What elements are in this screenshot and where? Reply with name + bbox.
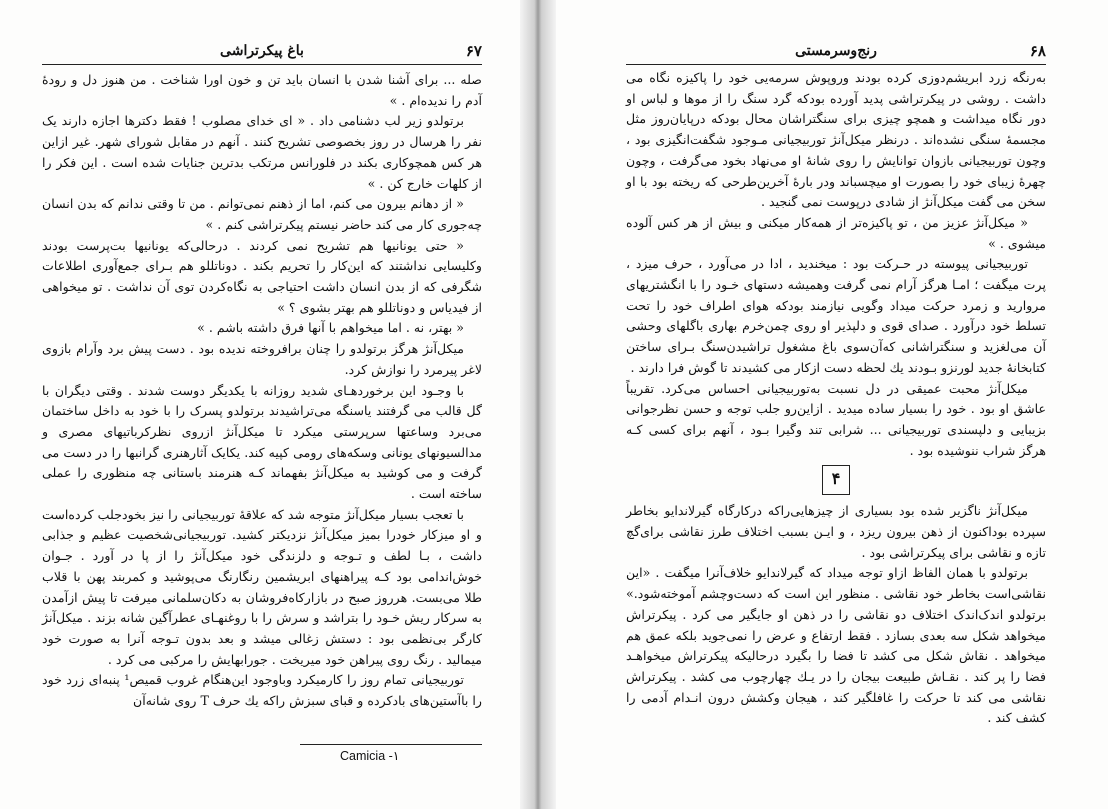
paragraph: « بهتر، نه . اما میخواهم با آنها فرق داشته باشم . » bbox=[197, 320, 464, 336]
paragraph: برتولدو با همان الفاظ ازاو توجه میداد که گیرلاندایو خلاف‌آنرا میگفت . «این نقاشی‌است بخاطر خود نقاشی . منظور این است که دست‌وچشم آموخته‌شود.» برتولدو اندک‌اندک اختلاف دو نقاشی را در ذهن او جایگیر می کرد . پیکرتراش میخواهد شکل سه بعدی بسازد . فقط ارتفاع و عرض را نمی‌جوید بلکه عمق هم میخواهد . نقاش شکل می کشد تا فضا را بگیرد درحالیکه پیکرتراش میخواهـد فضا را پر کند . نقـاش طبیعت بیجان را در یـك چهارچوب می کشد . پیکرتراش نقاشی می کند تا حرکت را غافلگیر کند ، هیجان وکشش درون انـدام آدمی را کشف کند . bbox=[626, 565, 1046, 726]
section-number-box: ۴ bbox=[822, 465, 850, 495]
left-page bbox=[0, 0, 520, 809]
paragraph: صله ... برای آشنا شدن با انسان باید تن و خون اورا شناخت . من هنوز دل و رودهٔ آدم را ندیده‌ام . » bbox=[42, 72, 482, 108]
left-page-header bbox=[42, 42, 482, 65]
paragraph: « از دهانم بیرون می کنم، اما از ذهنم نمی‌توانم . من تا وقتی ندانم که بدن انسان چه‌جوری کار می کند حاضر نیستم پیکرتراشی کنم . » bbox=[42, 196, 482, 232]
paragraph: میکل‌آنژ هرگز برتولدو را چنان برافروخته ندیده بود . دست پیش برد وآرام بازوی لاغر پیرمرد را نوازش کرد. bbox=[42, 341, 482, 377]
left-page-number: ۶۷ bbox=[465, 42, 482, 60]
right-page bbox=[556, 0, 1108, 809]
paragraph: با وجـود این برخوردهـای شدید روزانه با یکدیگر دوست شدند . وقتی دیگران با گل قالب می گرفتند یاسنگه می‌تراشیدند برتولدو پسرک را با خود به داخل ساختمان می‌برد وساعتها سرپرستی میکرد تا میکل‌آنژ ازروی نظرکرباتیهای مصری و مدالسیونهای یونانی وسکه‌های رومی کپیه کند. یکایک آثارهنری گرانبها را در دست می گرفت و می کوشید به میکل‌آنژ بفهماند کـه هنرمند باستانی چه منظوری را عملی ساخته است . bbox=[42, 382, 482, 502]
right-page-header bbox=[626, 42, 1046, 65]
paragraph: « میکل‌آنژ عزیز من ، تو پاکیزه‌تر از همه‌کار میکنی و بیش از هر کس آلوده میشوی . » bbox=[626, 214, 1046, 251]
footnote-divider bbox=[300, 744, 482, 745]
right-page-body bbox=[626, 68, 1046, 729]
right-page-title: رنج‌وسرمستی bbox=[795, 43, 877, 59]
left-page-title: باغ پیکرتراشی bbox=[220, 43, 304, 59]
paragraph: میکل‌آنژ ناگزیر شده بود بسیاری از چیزهایی‌راکه درکارگاه گیرلاندایو بخاطر سپرده بوداکنون از ذهن بیرون ریزد ، و ایـن بسبب اختلاف طرز نقاشی برای‌گچ تازه و نقاشی برای پیکرتراشی بود . bbox=[626, 503, 1046, 560]
left-page-body bbox=[42, 70, 482, 712]
paragraph: توربیجیانی پیوسته در حـرکت بود : میخندید ، ادا در می‌آورد ، حرف میزد ، پرت میگفت ؛ امـا هرگز آرام نمی گرفت وهمیشه دستهای خـود را با انگشتریهای مروارید و زمرد حرکت میداد وگویی نیازمند بودکه هوای اطراف خود را تحت تسلط خود درآورد . صدای قوی و دلپذیر او روی چمن‌خرم بهاری باگلهای وحشی آن می‌لغزید و سنگتراشانی که‌آن‌سوی باغ مشغول تراشیدن‌سنگ بـرای ساختن کتابخانهٔ جدید لورنزو بـودند یك لحظه دست ازکار می کشیدند تا گوش فرا دارند . bbox=[626, 256, 1046, 375]
footnote: Camicia -۱ bbox=[340, 749, 400, 763]
paragraph: برتولدو زیر لب دشنامی داد . « ای خدای مصلوب ! فقط دکترها اجازه دارند یک نفر را هرسال در روز بخصوصی تشریح کنند . آنهم در مقابل شورای شهر. غیر ازاین هر کس همچوکاری بکند در فلورانس مرتکب بدترین جنایات شده است . این فکر را از کلهات خارج کن . » bbox=[42, 113, 482, 191]
book-gutter bbox=[520, 0, 556, 809]
paragraph: با تعجب بسیار میکل‌آنژ متوجه شد که علاقهٔ توربیجیانی را نیز بخودجلب کرده‌است و او میزکار خودرا بمیز میکل‌آنژ نزدیکتر کشید. توربیجیانی‌شخصیت عظیم و جذابی داشت ، بـا لطف و تـوجه و دلزندگی خود میکل‌آنژ را از پا در آورد . جـوان خوش‌اندامی بود کـه پیراهنهای ابریشمین رنگارنگ می‌پوشید و کمربند پهن با قلاب طلا می‌بست. هرروز صبح در بازارکاه‌فروشان به دکان‌سلمانی میرفت تا پیش ازآمدن به سرکار ریش خـود را بتراشد و سرش را با روغنهـای عطرآگین شانه بزند . میکل‌آنژ کارگر بی‌نظمی بود : دستش زغالی میشد و بعد بدون تـوجه آنرا به صورت خود میمالید . رنگ روی پیراهن خود میریخت . جورابهایش را مرکبی می کرد . bbox=[42, 506, 482, 667]
paragraph: به‌رنگه زرد ابریشم‌دوزی کرده بودند وروپوش سرمه‌یی خود را پاکیزه نگاه می‌ داشت . روشی در پیکرتراشی پدید آورده بودکه گرد سنگ را از موها و لباس او دور نگاه میداشت و همچو چیزی برای سنگتراشان محال بودکه درپایان‌روز مثل مجسمهٔ سنگی نشده‌اند . درنظر میکل‌آنژ توربیجیانی مـوجود شگفت‌انگیزی بود ، وچون توربیجیانی بازوان توانایش را روی شانهٔ او می‌نهاد بخود می‌گرفت ، وچون چهرهٔ زیبای خود را بصورت او میچسباند ودر بارهٔ آخرین‌طرحی‌ که ریخته بود با او سخن می گفت میکل‌آنژ از شادی درپوست نمی گنجید . bbox=[626, 70, 1046, 210]
paragraph: « حتی یونانیها هم تشریح نمی کردند . درحالی‌که یونانیها بت‌پرست بودند وکلیسایی نداشتند که این‌کار را تحریم بکند . دوناتللو هم بـرای جمع‌آوری اطلاعات شگرفی که از بدن انسان داشت احتیاجی به نگاه‌کردن توی آن نداشت . تو میخواهی از فیدیاس و دوناتللو هم بهتر بشوی ؟ » bbox=[42, 237, 482, 315]
paragraph: توربیجیانی تمام روز را کارمیکرد وباوجود این‌هنگام غروب قمیص¹ پنبه‌ای زرد خود را باآستین‌های بادکرده و قبای سبزش راکه یك حرف T روی شانه‌آن bbox=[42, 672, 482, 709]
right-page-number: ۶۸ bbox=[1029, 42, 1046, 60]
paragraph: میکل‌آنژ محبت عمیقی در دل نسبت به‌توربیجیانی احساس می‌کرد. تقریباً عاشق او بود . خود را بسیار ساده میدید . ازاین‌رو جلب توجه و حسن نظرجوانی بزیبایی و دلپسندی توربیجیانی ... شرابی تند وگیرا بـود ، آنهم برای کسی کـه هرگز شراب ننوشیده بود . bbox=[626, 380, 1046, 458]
